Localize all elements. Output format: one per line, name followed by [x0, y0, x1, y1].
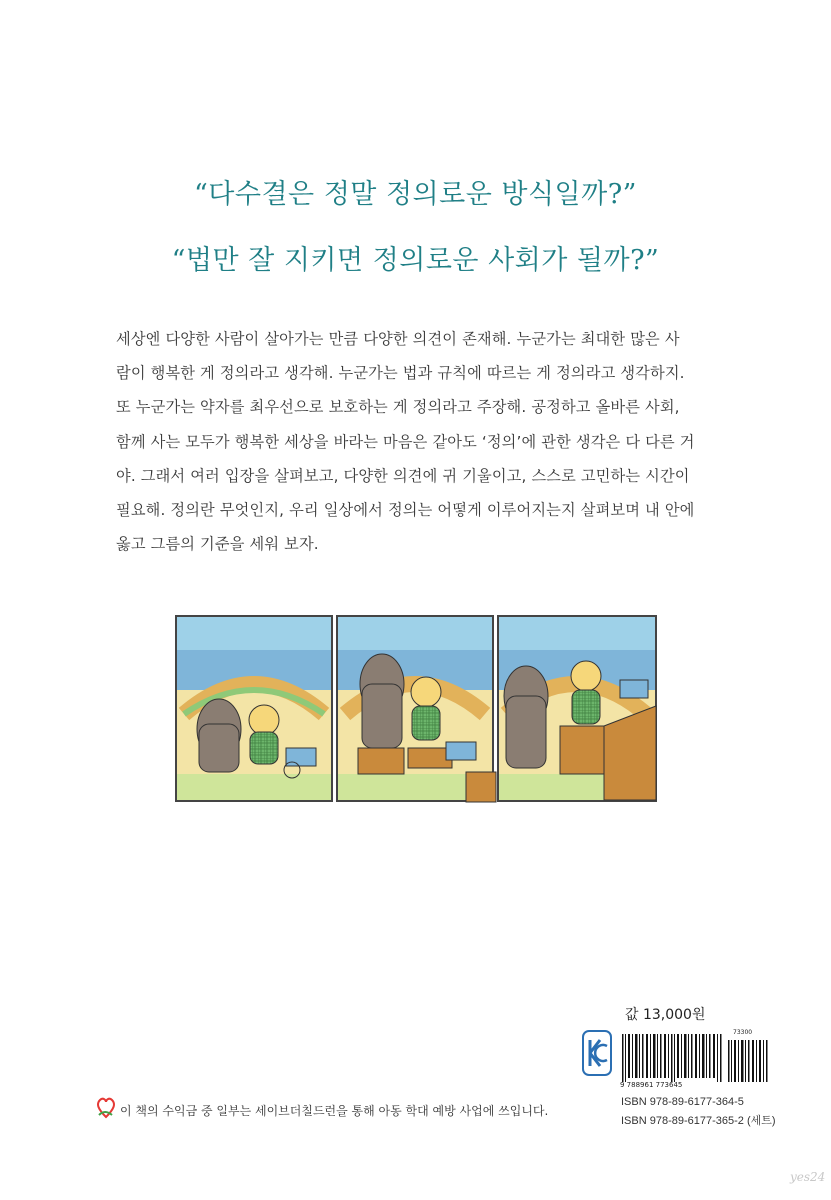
- comic-panel-2: [337, 616, 496, 802]
- body-line: 또 누군가는 약자를 최우선으로 보호하는 게 정의라고 주장해. 공정하고 올바른 사회,: [116, 398, 680, 417]
- body-line: 람이 행복한 게 정의라고 생각해. 누군가는 법과 규칙에 따르는 게 정의라고 생각하지.: [116, 364, 685, 383]
- kc-mark-icon: [582, 1030, 612, 1076]
- body-line: 옳고 그름의 기준을 세워 보자.: [116, 535, 319, 554]
- body-line: 필요해. 정의란 무엇인지, 우리 일상에서 정의는 어떻게 이루어지는지 살펴보며 내 안에: [116, 501, 695, 520]
- body-paragraph: [116, 322, 720, 561]
- barcode-addon-number: 73300: [733, 1029, 753, 1036]
- isbn-line: ISBN 978-89-6177-364-5: [621, 1096, 744, 1108]
- watermark: yes24: [790, 1170, 826, 1184]
- body-line: 야. 그래서 여러 입장을 살펴보고, 다양한 의견에 귀 기울이고, 스스로 고민하는 시간이: [116, 466, 690, 485]
- comic-illustration: [174, 614, 658, 803]
- body-line: 세상엔 다양한 사람이 살아가는 만큼 다양한 의견이 존재해. 누군가는 최대한 많은 사: [116, 330, 680, 348]
- quote-1: “다수결은 정말 정의로운 방식일까?”: [194, 179, 637, 210]
- donation-note: 이 책의 수익금 중 일부는 세이브더칠드런을 통해 아동 학대 예방 사업에 쓰입니다.: [120, 1104, 549, 1118]
- quote-2: “법만 잘 지키면 정의로운 사회가 될까?”: [171, 245, 660, 276]
- barcode-icon: [620, 1030, 770, 1088]
- isbn-line: ISBN 978-89-6177-365-2 (세트): [621, 1115, 776, 1127]
- comic-panel-3: [498, 616, 656, 801]
- comic-panel-1: [176, 616, 332, 801]
- barcode-number: 9 788961 773645: [620, 1081, 683, 1089]
- price-label: 값 13,000원: [625, 1007, 706, 1023]
- heart-icon: [96, 1095, 116, 1121]
- body-line: 함께 사는 모두가 행복한 세상을 바라는 마음은 같아도 ‘정의’에 관한 생각은 다 다른 거: [116, 432, 695, 451]
